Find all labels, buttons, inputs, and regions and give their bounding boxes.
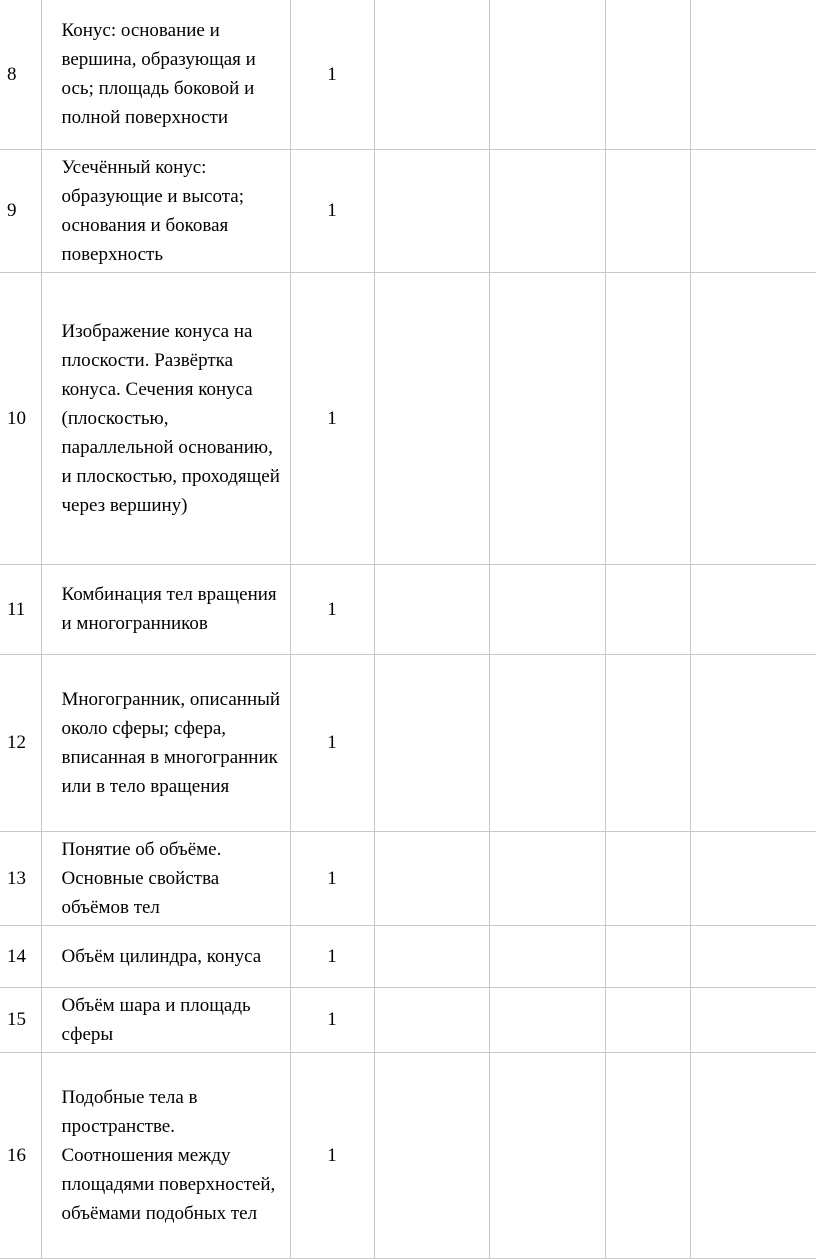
empty-cell [489,1052,605,1258]
empty-cell [605,1052,690,1258]
empty-cell [489,564,605,654]
row-number: 12 [0,654,41,831]
empty-cell [374,831,489,925]
table-row [0,987,816,1052]
empty-cell [374,0,489,149]
row-number: 9 [0,149,41,272]
empty-cell [489,987,605,1052]
empty-cell [374,149,489,272]
lesson-topic: Объём шара и площадь сферы [41,987,290,1052]
empty-cell [489,272,605,564]
hours-count: 1 [290,149,374,272]
row-number: 15 [0,987,41,1052]
lesson-topic: Многогранник, описанный около сферы; сфера, вписанная в многогранник или в тело вращения [41,654,290,831]
empty-cell [605,987,690,1052]
empty-cell [605,925,690,987]
empty-cell [690,272,816,564]
lesson-topic: Объём цилиндра, конуса [41,925,290,987]
table-row [0,654,816,831]
empty-cell [489,0,605,149]
lesson-topic: Усечённый конус: образующие и высота; основания и боковая поверхность [41,149,290,272]
empty-cell [374,987,489,1052]
empty-cell [489,925,605,987]
row-number: 13 [0,831,41,925]
lesson-topic: Подобные тела в пространстве. Соотношения между площадями поверхностей, объёмами подобных тел [41,1052,290,1258]
empty-cell [690,564,816,654]
empty-cell [374,654,489,831]
empty-cell [489,149,605,272]
hours-count: 1 [290,1052,374,1258]
empty-cell [690,654,816,831]
empty-cell [690,925,816,987]
table-row [0,925,816,987]
empty-cell [605,564,690,654]
hours-count: 1 [290,564,374,654]
row-number: 10 [0,272,41,564]
row-number: 8 [0,0,41,149]
row-number: 14 [0,925,41,987]
table-row [0,149,816,272]
hours-count: 1 [290,831,374,925]
lesson-topic: Понятие об объёме. Основные свойства объёмов тел [41,831,290,925]
lesson-topic: Изображение конуса на плоскости. Развёртка конуса. Сечения конуса (плоскостью, параллельной основанию, и плоскостью, проходящей через вершину) [41,272,290,564]
empty-cell [605,831,690,925]
row-number: 11 [0,564,41,654]
table-row [0,0,816,149]
empty-cell [605,272,690,564]
table-row [0,272,816,564]
empty-cell [374,272,489,564]
empty-cell [374,1052,489,1258]
empty-cell [690,0,816,149]
empty-cell [374,564,489,654]
empty-cell [605,149,690,272]
empty-cell [690,1052,816,1258]
lesson-topic: Конус: основание и вершина, образующая и ось; площадь боковой и полной поверхности [41,0,290,149]
empty-cell [690,831,816,925]
empty-cell [374,925,489,987]
empty-cell [690,987,816,1052]
empty-cell [489,654,605,831]
empty-cell [605,654,690,831]
table-row [0,1052,816,1258]
hours-count: 1 [290,654,374,831]
hours-count: 1 [290,272,374,564]
row-number: 16 [0,1052,41,1258]
table-row [0,564,816,654]
hours-count: 1 [290,925,374,987]
hours-count: 1 [290,987,374,1052]
hours-count: 1 [290,0,374,149]
empty-cell [489,831,605,925]
table-row [0,831,816,925]
lesson-topic: Комбинация тел вращения и многогранников [41,564,290,654]
empty-cell [690,149,816,272]
empty-cell [605,0,690,149]
